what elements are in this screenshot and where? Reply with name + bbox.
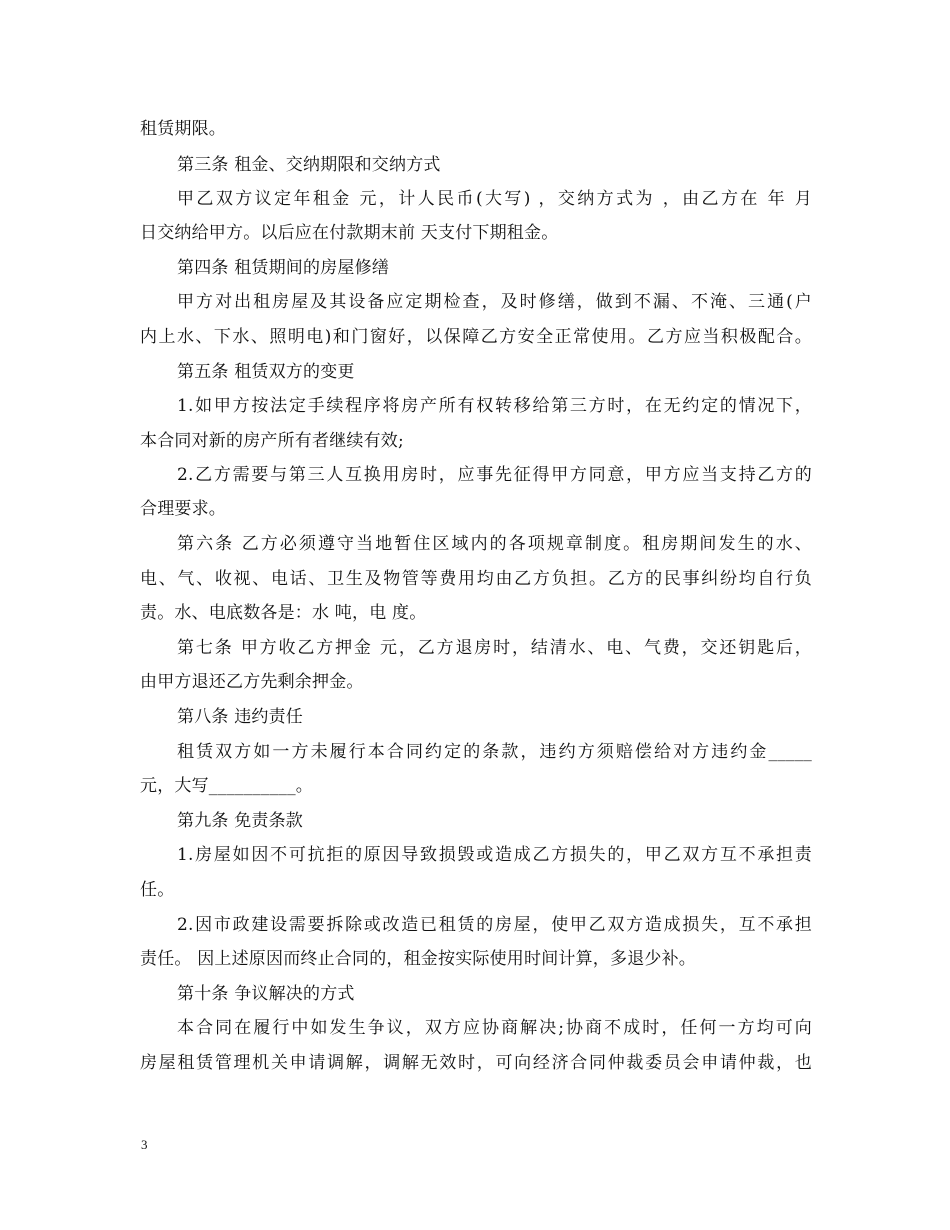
text-line: 甲方对出租房屋及其设备应定期检查，及时修缮，做到不漏、不淹、三通(户 [177, 292, 812, 312]
text-line: 日交纳给甲方。以后应在付款期末前 天支付下期租金。 [140, 223, 559, 243]
text-line: 由甲方退还乙方先剩余押金。 [140, 672, 364, 692]
text-line: 本合同对新的房产所有者继续有效; [140, 431, 404, 451]
text-line: 元，大写__________。 [140, 776, 313, 796]
text-line: 合理要求。 [140, 499, 226, 519]
text-line: 1.如甲方按法定手续程序将房产所有权转移给第三方时，在无约定的情况下， [177, 396, 812, 416]
article-heading: 第五条 租赁双方的变更 [177, 362, 355, 382]
text-line: 1.房屋如因不可抗拒的原因导致损毁或造成乙方损失的，甲乙双方互不承担责 [177, 845, 812, 865]
article-heading: 第七条 甲方收乙方押金 元，乙方退房时，结清水、电、气费，交还钥匙后， [177, 638, 812, 658]
page-number: 3 [141, 1137, 148, 1152]
text-line: 本合同在履行中如发生争议，双方应协商解决;协商不成时，任何一方均可向 [177, 1018, 812, 1038]
article-heading: 第四条 租赁期间的房屋修缮 [177, 258, 390, 278]
text-line: 内上水、下水、照明电)和门窗好，以保障乙方安全正常使用。乙方应当积极配合。 [140, 327, 812, 347]
article-heading: 第六条 乙方必须遵守当地暂住区域内的各项规章制度。租房期间发生的水、 [177, 534, 812, 554]
article-heading: 第十条 争议解决的方式 [177, 984, 355, 1004]
text-line: 甲乙双方议定年租金 元，计人民币(大写) ，交纳方式为 ，由乙方在 年 月 [177, 189, 812, 209]
text-line: 房屋租赁管理机关申请调解，调解无效时，可向经济合同仲裁委员会申请仲裁，也 [140, 1053, 812, 1073]
article-heading: 第九条 免责条款 [177, 811, 304, 831]
text-line: 责任。 因上述原因而终止合同的，租金按实际使用时间计算，多退少补。 [140, 949, 697, 969]
article-heading: 第八条 违约责任 [177, 707, 304, 727]
text-line: 电、气、收视、电话、卫生及物管等费用均由乙方负担。乙方的民事纠纷均自行负 [140, 569, 812, 589]
text-line: 2.因市政建设需要拆除或改造已租赁的房屋，使甲乙双方造成损失，互不承担 [177, 915, 812, 935]
text-line: 2.乙方需要与第三人互换用房时，应事先征得甲方同意，甲方应当支持乙方的 [177, 465, 812, 485]
text-line: 责。水、电底数各是：水 吨，电 度。 [140, 603, 427, 623]
article-heading: 第三条 租金、交纳期限和交纳方式 [177, 155, 441, 175]
text-line: 任。 [140, 880, 175, 900]
text-line: 租赁双方如一方未履行本合同约定的条款，违约方须赔偿给对方违约金_____ [177, 742, 812, 762]
text-line: 租赁期限。 [140, 119, 226, 139]
